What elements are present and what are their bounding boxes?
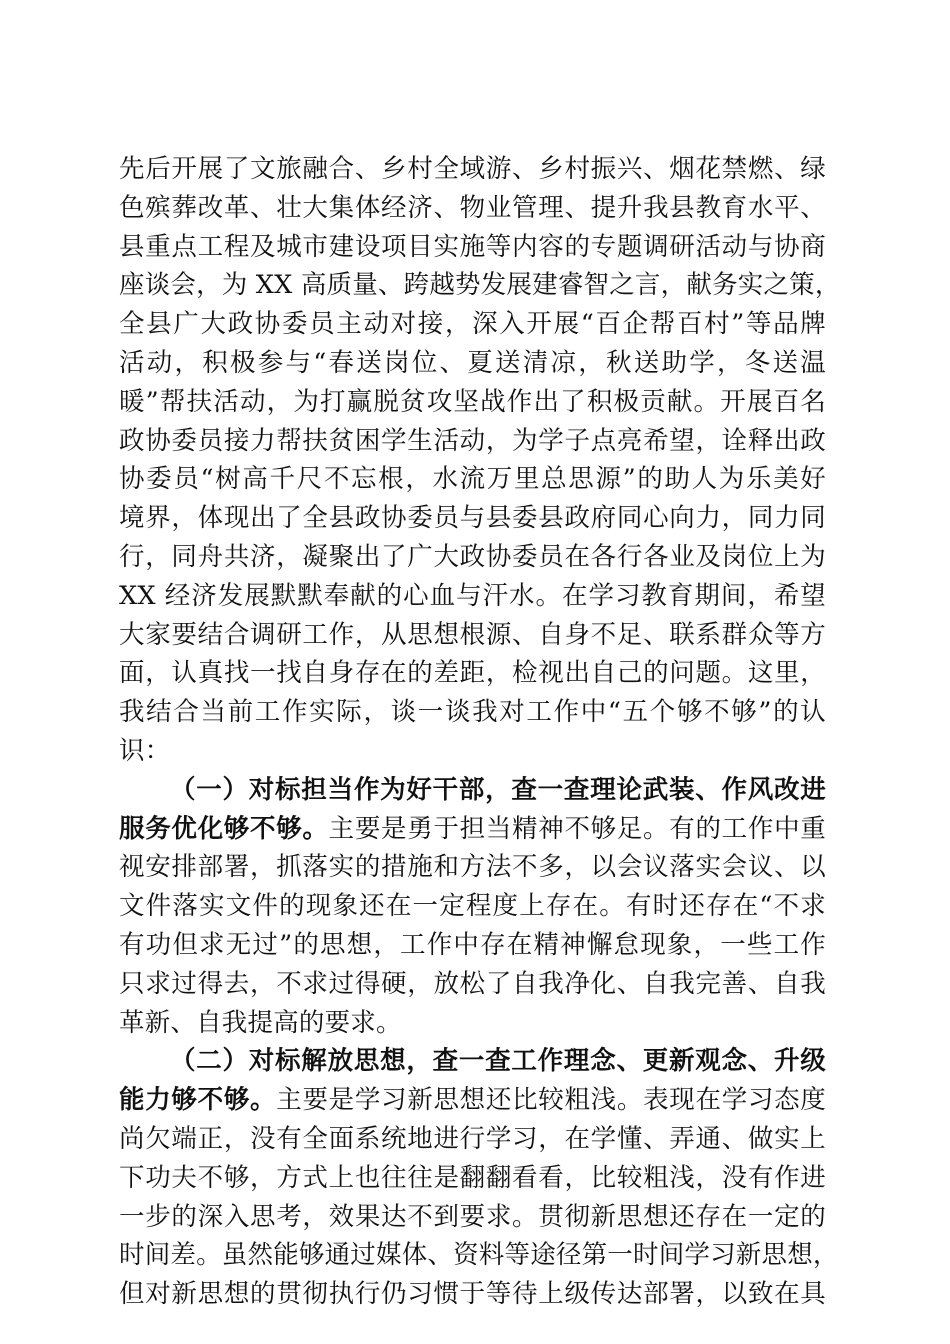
- text-line: [119, 810, 826, 849]
- section-heading-continued: 能力够不够。: [119, 1085, 277, 1116]
- text-line: 色殡葬改革、壮大集体经济、物业管理、提升我县教育水平、: [119, 192, 826, 223]
- text-line: 只求过得去，不求过得硬，放松了自我净化、自我完善、自我: [119, 968, 826, 999]
- section-heading: （一）对标担当作为好干部，查一查理论武装、作风改进: [170, 774, 826, 805]
- section-heading-continued: 服务优化够不够。: [119, 813, 329, 844]
- text-line: 行，同舟共济，凝聚出了广大政协委员在各行各业及岗位上为: [119, 541, 826, 572]
- text-line: 协委员“树高千尺不忘根，水流万里总思源”的助人为乐美好: [119, 464, 826, 495]
- text-line: 县重点工程及城市建设项目实施等内容的专题调研活动与协商: [119, 231, 826, 262]
- text-line: 座谈会，为 XX 高质量、跨越势发展建睿智之言，献务实之策，: [119, 270, 841, 301]
- text-line: 面，认真找一找自身存在的差距，检视出自己的问题。这里，: [119, 658, 826, 689]
- text-span: 主要是学习新思想还比较粗浅。表现在学习态度: [276, 1085, 827, 1116]
- section-heading: （二）对标解放思想，查一查工作理念、更新观念、升级: [170, 1046, 826, 1077]
- text-line: 尚欠端正，没有全面系统地进行学习，在学懂、弄通、做实上: [119, 1123, 826, 1154]
- text-line: 文件落实文件的现象还在一定程度上存在。有时还存在“不求: [119, 891, 826, 922]
- text-line: 活动，积极参与“春送岗位、夏送清凉，秋送助学，冬送温: [119, 347, 826, 378]
- text-line: 大家要结合调研工作，从思想根源、自身不足、联系群众等方: [119, 619, 826, 650]
- text-line: 有功但求无过”的思想，工作中存在精神懈怠现象，一些工作: [119, 929, 826, 960]
- text-line: 但对新思想的贯彻执行仍习惯于等待上级传达部署，以致在具: [119, 1279, 826, 1310]
- text-span: 主要是勇于担当精神不够足。有的工作中重: [328, 813, 826, 844]
- text-line: XX 经济发展默默奉献的心血与汗水。在学习教育期间，希望: [119, 580, 826, 611]
- text-line: 境界，体现出了全县政协委员与县委县政府同心向力，同力同: [119, 503, 826, 534]
- text-line: 革新、自我提高的要求。: [119, 1007, 402, 1038]
- text-line: 识：: [119, 735, 171, 766]
- text-line: 暖”帮扶活动，为打赢脱贫攻坚战作出了积极贡献。开展百名: [119, 386, 826, 417]
- text-line: 全县广大政协委员主动对接，深入开展“百企帮百村”等品牌: [119, 309, 826, 340]
- text-line: 视安排部署，抓落实的措施和方法不多，以会议落实会议、以: [119, 852, 826, 883]
- text-line: 先后开展了文旅融合、乡村全域游、乡村振兴、烟花禁燃、绿: [119, 154, 826, 184]
- text-line: 我结合当前工作实际，谈一谈我对工作中“五个够不够”的认: [119, 697, 826, 728]
- text-line: [119, 1081, 826, 1120]
- text-line: 政协委员接力帮扶贫困学生活动，为学子点亮希望，诠释出政: [119, 425, 826, 456]
- paragraph-section-two: [119, 1042, 839, 1314]
- text-line: 一步的深入思考，效果达不到要求。贯彻新思想还存在一定的: [119, 1201, 826, 1232]
- document-body: [119, 150, 841, 1314]
- paragraph-section-one: [119, 771, 826, 1043]
- text-line: 下功夫不够，方式上也往往是翻翻看看，比较粗浅，没有作进: [119, 1162, 826, 1193]
- paragraph-intro: [119, 150, 841, 771]
- text-line: 时间差。虽然能够通过媒体、资料等途径第一时间学习新思想，: [119, 1240, 839, 1271]
